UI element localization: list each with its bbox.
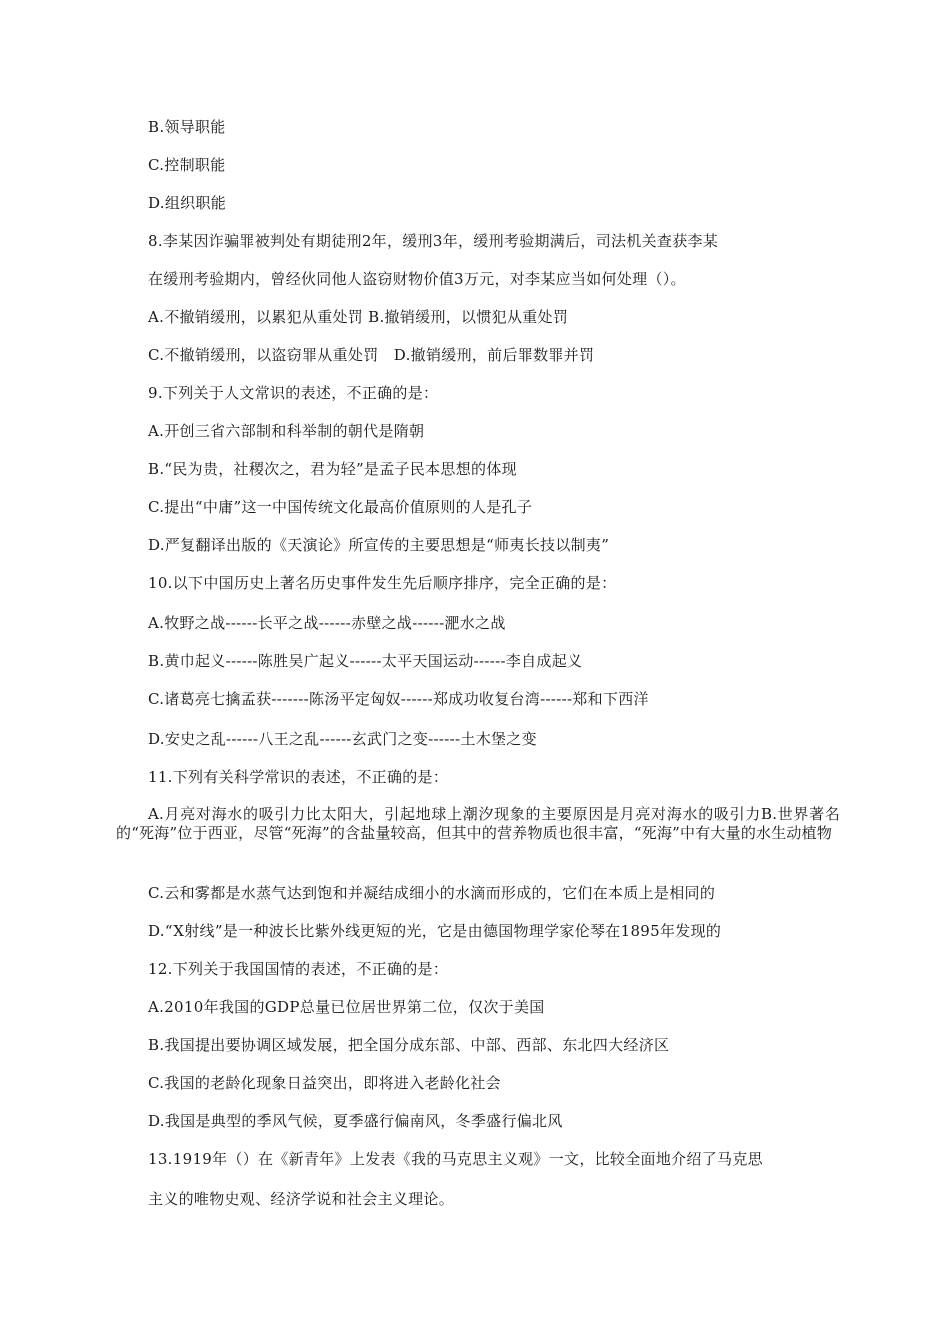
- option-line: C.云和雾都是水蒸气达到饱和并凝结成细小的水滴而形成的，它们在本质上是相同的: [148, 884, 716, 902]
- question-line: 9.下列关于人文常识的表述，不正确的是：: [148, 384, 439, 402]
- option-line: B.“民为贵，社稷次之，君为轻”是孟子民本思想的体现: [148, 460, 517, 478]
- option-line: A.开创三省六部制和科举制的朝代是隋朝: [148, 422, 425, 440]
- option-line: A.不撤销缓刑，以累犯从重处罚 B.撤销缓刑，以惯犯从重处罚: [148, 308, 569, 326]
- option-line: A.2010年我国的GDP总量已位居世界第二位，仅次于美国: [148, 998, 545, 1016]
- question-line: 10.以下中国历史上著名历史事件发生先后顺序排序，完全正确的是：: [148, 574, 617, 592]
- option-line: B.领导职能: [148, 118, 226, 136]
- question-line: 11.下列有关科学常识的表述，不正确的是：: [148, 768, 449, 786]
- option-line: D.安史之乱------八王之乱------玄武门之变------土木堡之变: [148, 730, 537, 748]
- option-line: C.我国的老龄化现象日益突出，即将进入老龄化社会: [148, 1074, 501, 1092]
- question-line: 在缓刑考验期内，曾经伙同他人盗窃财物价值3万元，对李某应当如何处理（）。: [148, 270, 686, 288]
- question-line: 8.李某因诈骗罪被判处有期徒刑2年，缓刑3年，缓刑考验期满后，司法机关查获李某: [148, 232, 719, 250]
- option-paragraph: A.月亮对海水的吸引力比太阳大，引起地球上潮汐现象的主要原因是月亮对海水的吸引力B.世界著名的“死海”位于西亚，尽管“死海”的含盐量较高，但其中的营养物质也很丰富，“死海”中有大量的水生动植物: [116, 805, 840, 842]
- question-line: 13.1919年（）在《新青年》上发表《我的马克思主义观》一文，比较全面地介绍了马克思: [148, 1150, 763, 1168]
- option-line: C.提出“中庸”这一中国传统文化最高价值原则的人是孔子: [148, 498, 533, 516]
- question-line: 12.下列关于我国国情的表述，不正确的是：: [148, 960, 449, 978]
- option-line: C.不撤销缓刑，以盗窃罪从重处罚 D.撤销缓刑，前后罪数罪并罚: [148, 346, 595, 364]
- option-line: A.牧野之战------长平之战------赤壁之战------淝水之战: [148, 614, 506, 632]
- question-line: 主义的唯物史观、经济学说和社会主义理论。: [148, 1190, 455, 1208]
- option-line: C.控制职能: [148, 156, 226, 174]
- option-line: C.诸葛亮七擒孟获-------陈汤平定匈奴------郑成功收复台湾------郑和下西洋: [148, 690, 649, 708]
- option-line: D.我国是典型的季风气候，夏季盛行偏南风，冬季盛行偏北风: [148, 1112, 563, 1130]
- option-line: D.“X射线”是一种波长比紫外线更短的光，它是由德国物理学家伦琴在1895年发现的: [148, 922, 722, 940]
- option-line: B.我国提出要协调区域发展，把全国分成东部、中部、西部、东北四大经济区: [148, 1036, 670, 1054]
- option-line: B.黄巾起义------陈胜吴广起义------太平天国运动------李自成起义: [148, 652, 583, 670]
- option-line: D.组织职能: [148, 194, 227, 212]
- option-line: D.严复翻译出版的《天演论》所宣传的主要思想是“师夷长技以制夷”: [148, 536, 610, 554]
